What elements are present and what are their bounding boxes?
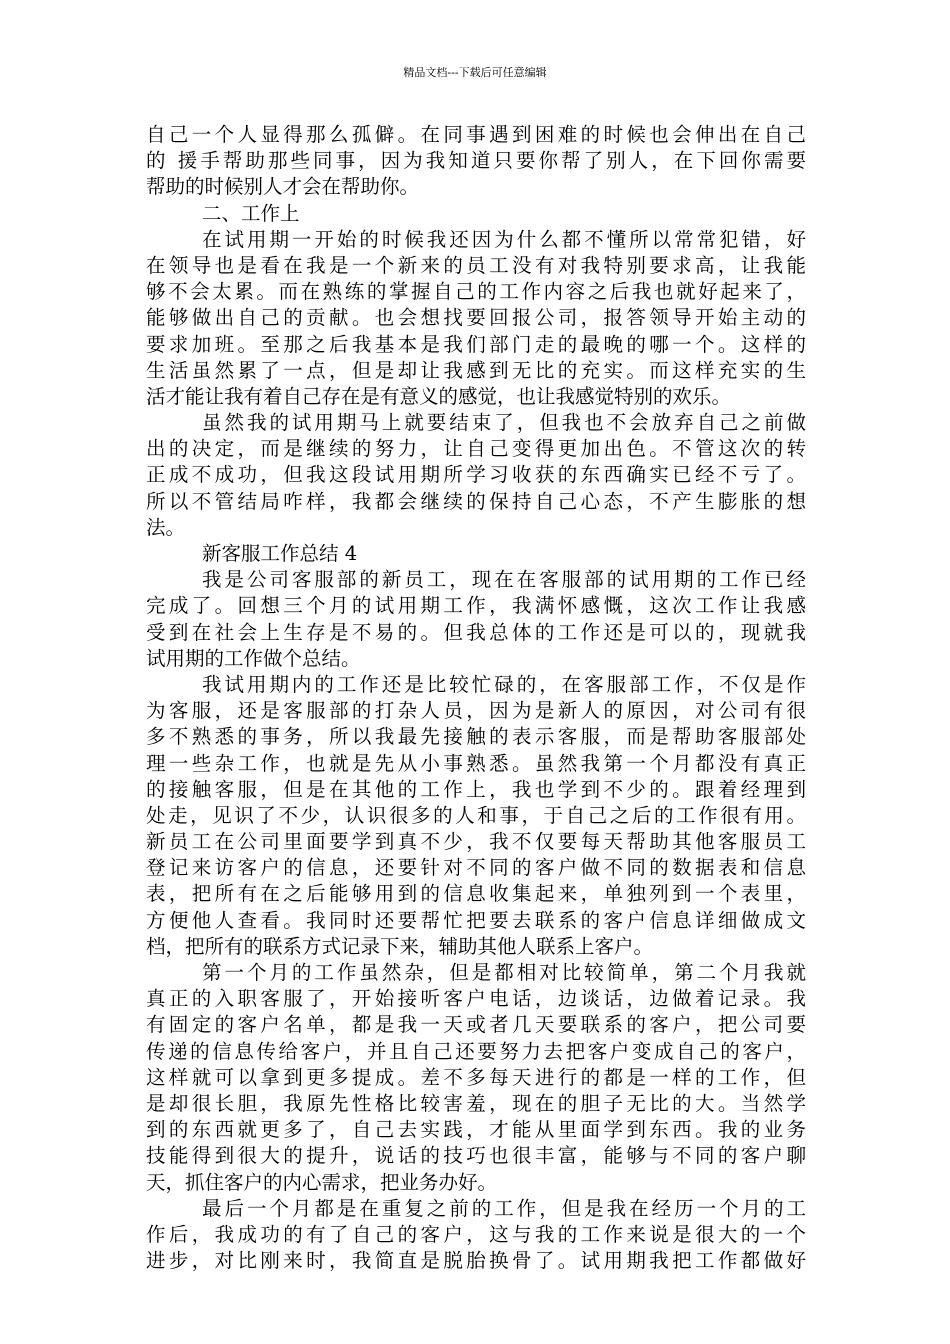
- text-line: 帮助的时候别人才会在帮助你。: [146, 175, 420, 199]
- text-line: 出的决定，而是继续的努力，让自己变得更加出色。不管这次的转: [146, 437, 806, 461]
- text-line: 真正的入职客服了，开始接听客户电话，边谈话，边做着记录。我: [146, 987, 806, 1011]
- text-line: 到的东西就更多了，自己去实践，才能从里面学到东西。我的业务: [146, 1118, 806, 1142]
- text-line: 能够做出自己的贡献。也会想找要回报公司，报答领导开始主动的: [146, 306, 806, 330]
- text-line: 自己一个人显得那么孤僻。在同事遇到困难的时候也会伸出在自己: [146, 123, 806, 146]
- text-line: 这样就可以拿到更多提成。差不多每天进行的都是一样的工作，但: [146, 1065, 806, 1089]
- text-line: 最后一个月都是在重复之前的工作，但是我在经历一个月的工: [202, 1196, 806, 1220]
- page-header: 精品文档---下载后可任意编辑: [403, 66, 547, 79]
- text-line: 活才能让我有着自己存在是有意义的感觉，也让我感觉特别的欢乐。: [146, 384, 732, 408]
- text-line: 技能得到很大的提升，说话的技巧也很丰富，能够与不同的客户聊: [146, 1144, 806, 1168]
- text-line: 处走，见识了不少，认识很多的人和事，于自己之后的工作很有用。: [146, 803, 806, 827]
- text-line: 进步，对比刚来时，我简直是脱胎换骨了。试用期我把工作都做好: [146, 1249, 806, 1273]
- text-line: 档，把所有的联系方式记录下来，辅助其他人联系上客户。: [146, 934, 654, 958]
- text-line: 新员工在公司里面要学到真不少，我不仅要每天帮助其他客服员工: [146, 830, 806, 854]
- document-body: [146, 122, 806, 1274]
- text-line: 传递的信息传给客户，并且自己还要努力去把客户变成自己的客户，: [146, 1039, 806, 1063]
- text-line: 方便他人查看。我同时还要帮忙把要去联系的客户信息详细做成文: [146, 908, 806, 932]
- text-line: 试用期的工作做个总结。: [146, 646, 361, 670]
- text-line: 够不会太累。而在熟练的掌握自己的工作内容之后我也就好起来了，: [146, 280, 806, 304]
- text-line: 新客服工作总结 4: [202, 542, 358, 565]
- text-line: 法。: [146, 515, 186, 539]
- text-line: 二、工作上: [202, 201, 300, 225]
- text-line: 我是公司客服部的新员工，现在在客服部的试用期的工作已经: [202, 568, 806, 592]
- text-line: 我试用期内的工作还是比较忙碌的，在客服部工作，不仅是作: [202, 672, 806, 696]
- text-line: 多不熟悉的事务，所以我最先接触的表示客服，而是帮助客服部处: [146, 725, 806, 749]
- text-line: 表，把所有在之后能够用到的信息收集起来，单独列到一个表里，: [146, 882, 806, 906]
- text-line: 是却很长胆，我原先性格比较害羞，现在的胆子无比的大。当然学: [146, 1091, 806, 1115]
- text-line: 为客服，还是客服部的打杂人员，因为是新人的原因，对公司有很: [146, 699, 806, 723]
- text-line: 在试用期一开始的时候我还因为什么都不懂所以常常犯错，好: [202, 227, 806, 251]
- text-line: 在领导也是看在我是一个新来的员工没有对我特别要求高，让我能: [146, 253, 806, 277]
- text-line: 的接触客服，但是在其他的工作上，我也学到不少的。跟着经理到: [146, 777, 806, 801]
- text-line: 作后，我成功的有了自己的客户，这与我的工作来说是很大的一个: [146, 1222, 806, 1246]
- text-line: 生活虽然累了一点，但是却让我感到无比的充实。而这样充实的生: [146, 358, 806, 382]
- text-line: 正成不成功，但我这段试用期所学习收获的东西确实已经不亏了。: [146, 463, 806, 487]
- text-line: 理一些杂工作，也就是先从小事熟悉。虽然我第一个月都没有真正: [146, 751, 806, 775]
- text-line: 有固定的客户名单，都是我一天或者几天要联系的客户，把公司要: [146, 1013, 806, 1037]
- text-line: 所以不管结局咋样，我都会继续的保持自己心态，不产生膨胀的想: [146, 489, 806, 513]
- text-line: 登记来访客户的信息，还要针对不同的客户做不同的数据表和信息: [146, 856, 806, 880]
- text-line: 第一个月的工作虽然杂，但是都相对比较简单，第二个月我就: [202, 961, 806, 984]
- text-line: 的 援手帮助那些同事，因为我知道只要你帮了别人，在下回你需要: [146, 149, 806, 173]
- text-line: 完成了。回想三个月的试用期工作，我满怀感慨，这次工作让我感: [146, 594, 806, 618]
- text-line: 天，抓住客户的内心需求，把业务办好。: [146, 1170, 498, 1194]
- text-line: 要求加班。至那之后我基本是我们部门走的最晚的哪一个。这样的: [146, 332, 806, 356]
- text-line: 虽然我的试用期马上就要结束了，但我也不会放弃自己之前做: [202, 411, 806, 435]
- text-line: 受到在社会上生存是不易的。但我总体的工作还是可以的，现就我: [146, 620, 806, 644]
